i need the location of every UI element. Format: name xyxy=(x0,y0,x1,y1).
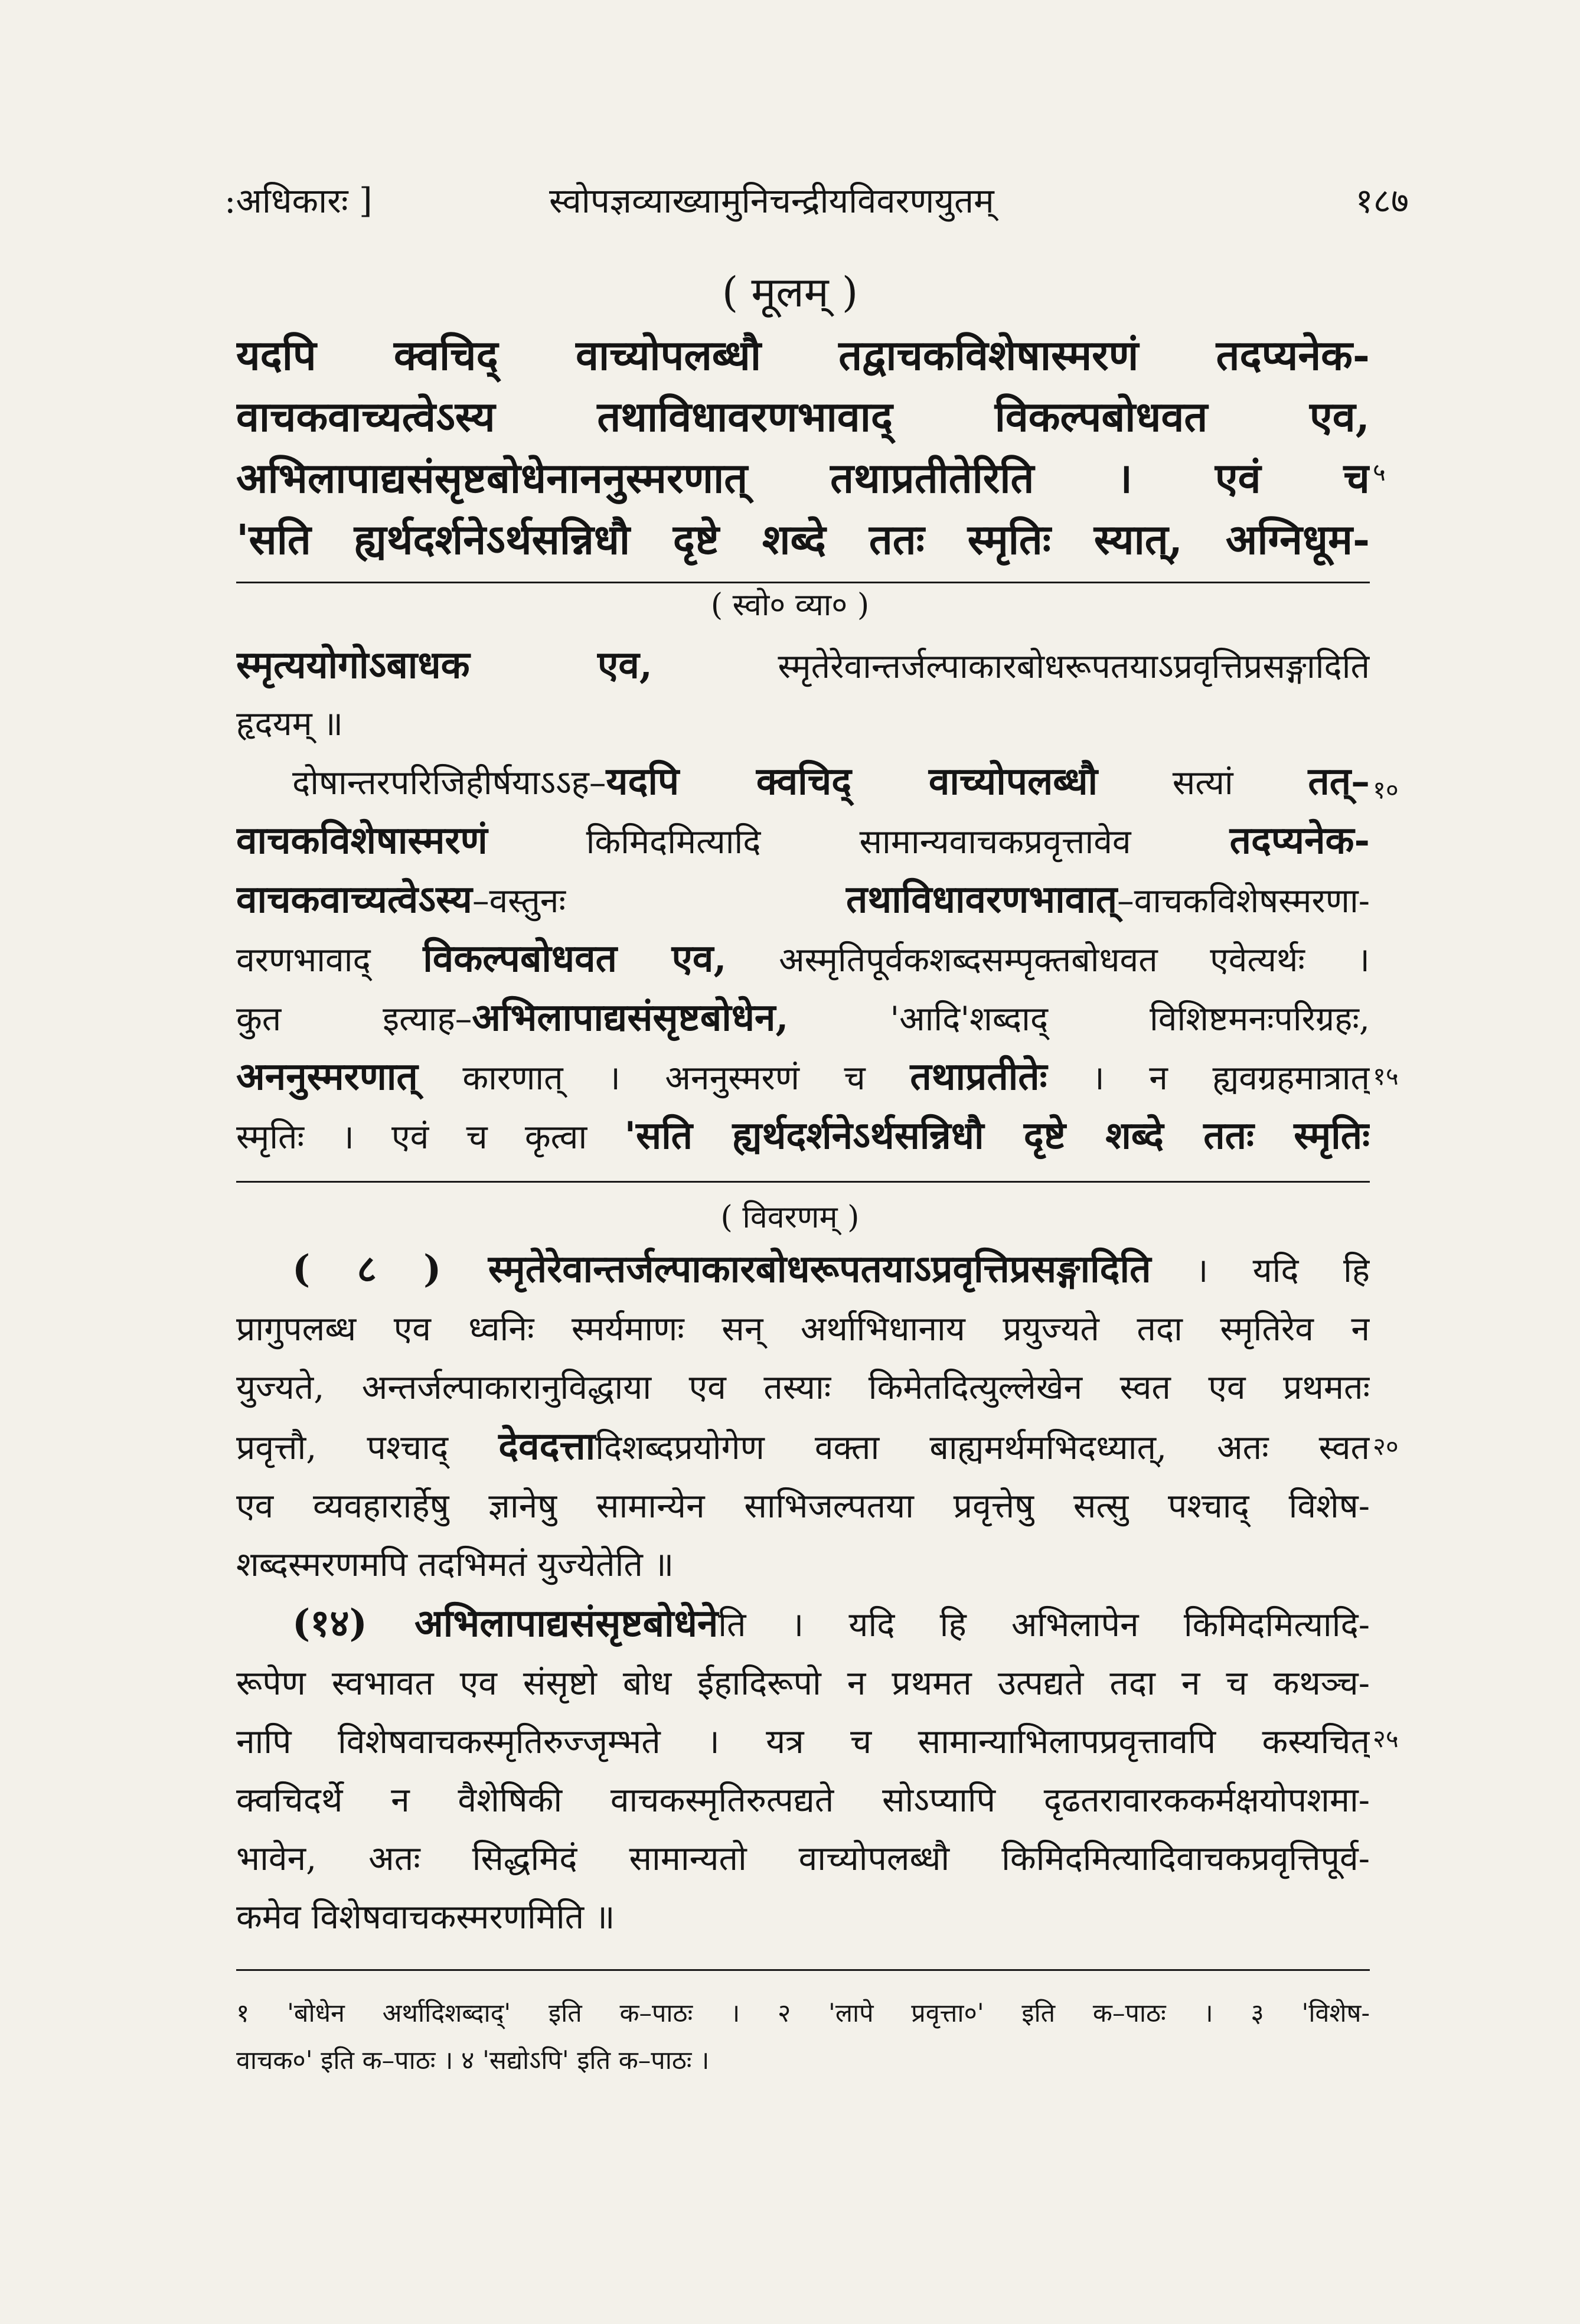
mula-line: वाचकवाच्यत्वेऽस्य तथाविधावरणभावाद् विकल्पबोधवत एव, xyxy=(236,392,1370,441)
mula-text xyxy=(236,325,1370,570)
bold-term: अननुस्मरणात् xyxy=(236,1055,418,1099)
text-run: किमिदमित्यादि सामान्यवाचकप्रवृत्तावेव xyxy=(586,822,1131,861)
text-run: अस्मृतिपूर्वकशब्दसम्पृक्तबोधवत एवेत्यर्थः । xyxy=(779,941,1370,980)
bold-term: स्मृत्ययोगोऽबाधक एव, xyxy=(236,643,653,687)
line-number: २० xyxy=(1373,1432,1399,1461)
vivarana-line: क्वचिदर्थे न वैशेषिकी वाचकस्मृतिरुत्पद्यते सोऽप्यापि दृढतरावारककर्मक्षयोपशमा- xyxy=(236,1781,1370,1820)
vivarana-line: प्रागुपलब्ध एव ध्वनिः स्मर्यमाणः सन् अर्थाभिधानाय प्रयुज्यते तदा स्मृतिरेव न xyxy=(236,1310,1370,1349)
commentary-line xyxy=(236,753,1370,812)
divider xyxy=(236,1181,1370,1183)
line-number: २५ xyxy=(1373,1724,1399,1753)
text-run: दोषान्तरपरिजिहीर्षयाऽऽह– xyxy=(292,763,606,802)
vivarana-line: नापि विशेषवाचकस्मृतिरुज्जृम्भते । यत्र च सामान्याभिलापप्रवृत्तावपि कस्यचित् xyxy=(236,1722,1370,1761)
mula-line: 'सति ह्यर्थदर्शनेऽर्थसन्निधौ दृष्टे शब्दे ततः स्मृतिः स्यात्, अग्निधूम- xyxy=(236,515,1370,564)
mula-line: अभिलापाद्यसंसृष्टबोधेनाननुस्मरणात् तथाप्रतीतेरिति । एवं च xyxy=(236,453,1370,502)
line-number: १५ xyxy=(1373,1062,1399,1091)
line-number: १० xyxy=(1373,775,1399,804)
bold-term: ( ८ ) स्मृतेरेवान्तर्जल्पाकारबोधरूपतयाऽप्रवृत्तिप्रसङ्गादिति xyxy=(292,1247,1151,1291)
commentary-line xyxy=(236,930,1370,989)
bold-term: (१४) अभिलापाद्यसंसृष्टबोधेने xyxy=(292,1601,719,1646)
book-title: स्वोपज्ञव्याख्यामुनिचन्द्रीयविवरणयुतम् xyxy=(549,181,994,221)
vivarana-line: शब्दस्मरणमपि तदभिमतं युज्येतेति ॥ xyxy=(236,1545,674,1584)
text-run: –वाचकविशेषस्मरणा- xyxy=(1117,882,1370,921)
text-run: कुत इत्याह– xyxy=(236,1000,472,1039)
text-run: स्मृतेरेवान्तर्जल्पाकारबोधरूपतयाऽप्रवृत्तिप्रसङ्गादिति xyxy=(778,647,1370,686)
bold-term: तत्– xyxy=(1308,759,1370,804)
commentary-line: हृदयम् ॥ xyxy=(236,704,344,743)
bold-term: तथाविधावरणभावात् xyxy=(846,877,1118,922)
bold-term: तदप्यनेक- xyxy=(1229,818,1370,863)
text-run: दिशब्दप्रयोगेण वक्ता बाह्यमर्थमभिदध्यात्, अतः स्वत xyxy=(595,1428,1370,1467)
text-run: प्रवृत्तौ, पश्चाद् xyxy=(236,1428,449,1467)
vivarana-line xyxy=(236,1594,1370,1654)
vivarana-commentary xyxy=(236,1240,1370,1947)
bold-term: यदपि क्वचिद् वाच्योपलब्धौ xyxy=(606,759,1098,804)
svopajna-commentary xyxy=(236,637,1370,1166)
commentary-line xyxy=(236,871,1370,930)
vivarana-line xyxy=(236,1417,1370,1477)
commentary-line xyxy=(236,1107,1370,1166)
text-run: । यदि हि xyxy=(1195,1251,1370,1290)
footnotes xyxy=(236,1990,1370,2084)
commentary-line xyxy=(236,989,1370,1048)
bold-term: वाचकवाच्यत्वेऽस्य xyxy=(236,877,472,922)
text-run: सत्यां xyxy=(1172,763,1233,802)
vivarana-line: रूपेण स्वभावत एव संसृष्टो बोध ईहादिरूपो न प्रथमत उत्पद्यते तदा न च कथञ्च- xyxy=(236,1664,1370,1703)
footnote-line: १ 'बोधेन अर्थादिशब्दाद्' इति क–पाठः । २ 'लापे प्रवृत्ता०' इति क–पाठः । ३ 'विशेष- xyxy=(236,1999,1370,2028)
footnote-divider xyxy=(236,1969,1370,1971)
vivarana-line: भावेन, अतः सिद्धमिदं सामान्यतो वाच्योपलब्धौ किमिदमित्यादिवाचकप्रवृत्तिपूर्व- xyxy=(236,1839,1370,1878)
commentary-line xyxy=(236,1048,1370,1107)
commentary-line xyxy=(236,812,1370,871)
svopajna-heading: ( स्वो० व्या० ) xyxy=(710,587,870,623)
running-head xyxy=(224,168,1409,233)
footnote-line: वाचक०' इति क–पाठः । ४ 'सद्योऽपि' इति क–पाठः । xyxy=(236,2046,710,2075)
mula-line: यदपि क्वचिद् वाच्योपलब्धौ तद्वाचकविशेषास्मरणं तदप्यनेक- xyxy=(236,331,1370,380)
vivarana-line: कमेव विशेषवाचकस्मरणमिति ॥ xyxy=(236,1898,615,1937)
mula-heading: ( मूलम् ) xyxy=(722,268,858,316)
bold-term: तथाप्रतीतेः xyxy=(910,1055,1047,1099)
text-run: वरणभावाद् xyxy=(236,941,371,980)
bold-term: 'सति ह्यर्थदर्शनेऽर्थसन्निधौ दृष्टे शब्दे ततः स्मृतिः xyxy=(624,1114,1370,1158)
bold-term: अभिलापाद्यसंसृष्टबोधेन, xyxy=(472,995,789,1040)
text-run: –वस्तुनः xyxy=(472,882,566,921)
vivarana-line: युज्यते, अन्तर्जल्पाकारानुविद्धाया एव तस्याः किमेतदित्युल्लेखेन स्वत एव प्रथमतः xyxy=(236,1368,1370,1407)
text-run: कारणात् । अननुस्मरणं च xyxy=(462,1059,866,1098)
page-number: १८७ xyxy=(1355,181,1409,221)
line-number: ५ xyxy=(1373,458,1386,487)
chapter-marker: :अधिकारः ] xyxy=(224,181,373,221)
text-run: । न ह्यवग्रहमात्रात् xyxy=(1092,1059,1370,1098)
text-run: ति । यदि हि अभिलापेन किमिदमित्यादि- xyxy=(718,1605,1370,1644)
text-run: 'आदि'शब्दाद् विशिष्टमनःपरिग्रहः, xyxy=(890,1000,1370,1039)
vivarana-heading: ( विवरणम् ) xyxy=(720,1200,860,1235)
commentary-line xyxy=(236,637,1370,696)
vivarana-line: एव व्यवहारार्हेषु ज्ञानेषु सामान्येन साभिजल्पतया प्रवृत्तेषु सत्सु पश्चाद् विशेष- xyxy=(236,1487,1370,1526)
bold-term: वाचकविशेषास्मरणं xyxy=(236,818,488,863)
vivarana-line xyxy=(236,1240,1370,1300)
bold-term: देवदत्ता xyxy=(498,1424,596,1468)
text-run: स्मृतिः । एवं च कृत्वा xyxy=(236,1118,587,1157)
bold-term: विकल्पबोधवत एव, xyxy=(423,936,727,981)
